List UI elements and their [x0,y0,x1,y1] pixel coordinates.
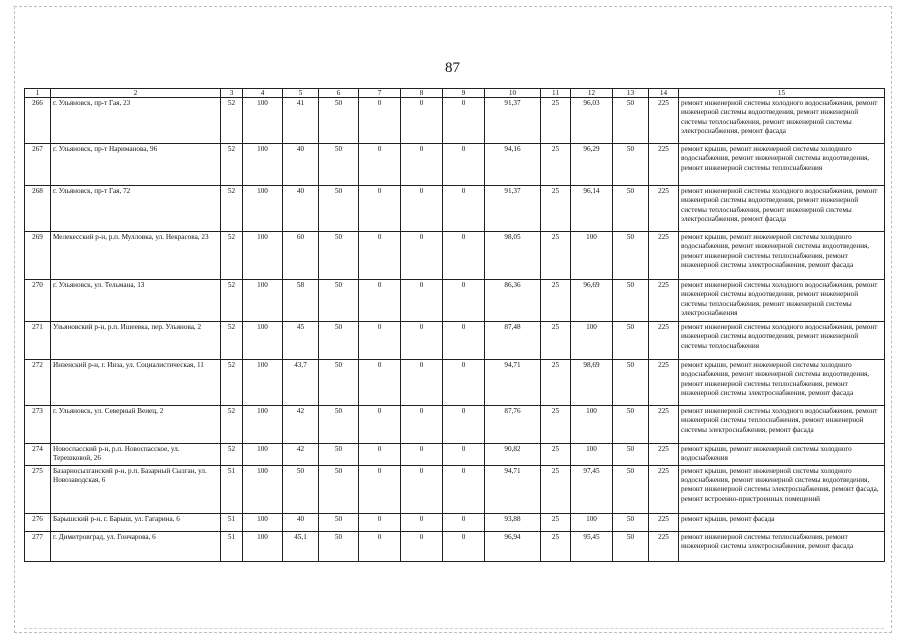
table-row [25,444,885,466]
cell: 50 [319,144,359,186]
cell: 95,45 [571,531,613,561]
work-types: ремонт инженерной системы холодного водоснабжения, ремонт инженерной системы водоотведения, ремонт инженерной системы теплоснабжения [679,322,885,360]
address: г. Ульяновск, пр-т Гая, 72 [51,186,221,232]
row-number: 276 [25,513,51,531]
cell: 0 [401,280,443,322]
column-number: 7 [359,89,401,98]
cell: 100 [243,444,283,466]
cell: 100 [571,513,613,531]
cell: 52 [221,186,243,232]
work-types: ремонт крыши, ремонт инженерной системы холодного водоснабжения, ремонт инженерной системы водоотведения, ремонт инженерной системы теплоснабжения [679,144,885,186]
cell: 50 [319,98,359,144]
column-number-row [25,89,885,98]
row-number: 277 [25,531,51,561]
table-row [25,98,885,144]
cell: 0 [443,280,485,322]
cell: 25 [541,186,571,232]
cell: 50 [319,232,359,280]
cell: 25 [541,98,571,144]
cell: 96,14 [571,186,613,232]
cell: 0 [401,513,443,531]
cell: 0 [359,322,401,360]
cell: 100 [243,360,283,406]
column-number: 3 [221,89,243,98]
column-number: 8 [401,89,443,98]
cell: 40 [283,186,319,232]
column-number: 10 [485,89,541,98]
cell: 100 [243,322,283,360]
work-types: ремонт инженерной системы холодного водоснабжения, ремонт инженерной системы теплоснабжения, ремонт инженерной системы электроснабжения, ремонт фасада [679,406,885,444]
cell: 0 [401,98,443,144]
cell: 93,88 [485,513,541,531]
work-types: ремонт крыши, ремонт фасада [679,513,885,531]
address: г. Ульяновск, ул. Северный Венец, 2 [51,406,221,444]
cell: 25 [541,144,571,186]
cell: 50 [283,465,319,513]
cell: 0 [401,322,443,360]
column-number: 2 [51,89,221,98]
cell: 50 [319,322,359,360]
cell: 100 [243,98,283,144]
row-number: 274 [25,444,51,466]
table-row [25,186,885,232]
cell: 25 [541,444,571,466]
cell: 91,37 [485,186,541,232]
cell: 0 [359,98,401,144]
table-row [25,531,885,561]
cell: 51 [221,465,243,513]
address: г. Ульяновск, ул. Тельмана, 13 [51,280,221,322]
table-row [25,360,885,406]
cell: 25 [541,280,571,322]
cell: 94,71 [485,465,541,513]
cell: 50 [613,322,649,360]
cell: 25 [541,465,571,513]
cell: 40 [283,144,319,186]
cell: 0 [401,531,443,561]
cell: 25 [541,232,571,280]
cell: 87,76 [485,406,541,444]
cell: 50 [613,144,649,186]
cell: 225 [649,186,679,232]
cell: 0 [443,360,485,406]
cell: 100 [571,406,613,444]
work-types: ремонт инженерной системы холодного водоснабжения, ремонт инженерной системы водоотведения, ремонт инженерной системы теплоснабжения, ремонт инженерной системы электроснабжения [679,280,885,322]
cell: 52 [221,406,243,444]
table-row [25,513,885,531]
row-number: 272 [25,360,51,406]
cell: 100 [243,280,283,322]
cell: 0 [443,531,485,561]
cell: 0 [443,232,485,280]
cell: 50 [319,465,359,513]
cell: 94,16 [485,144,541,186]
cell: 0 [359,444,401,466]
cell: 45,1 [283,531,319,561]
cell: 0 [359,531,401,561]
column-number: 5 [283,89,319,98]
column-number: 9 [443,89,485,98]
table-row [25,144,885,186]
cell: 50 [319,513,359,531]
cell: 100 [243,513,283,531]
cell: 0 [401,444,443,466]
cell: 225 [649,322,679,360]
address: Базарносызганский р-н, р.п. Базарный Сызган, ул. Новозаводская, 6 [51,465,221,513]
table-row [25,232,885,280]
work-types: ремонт инженерной системы холодного водоснабжения, ремонт инженерной системы водоотведения, ремонт инженерной системы теплоснабжения, ремонт инженерной системы электроснабжения, ремонт фасада [679,186,885,232]
cell: 100 [243,406,283,444]
address: Барышский р-н, г. Барыш, ул. Гагарина, 6 [51,513,221,531]
address: Ульяновский р-н, р.п. Ишеевка, пер. Ульянова, 2 [51,322,221,360]
cell: 50 [613,531,649,561]
cell: 100 [571,322,613,360]
cell: 50 [613,465,649,513]
cell: 0 [359,280,401,322]
cell: 0 [401,360,443,406]
cell: 0 [359,144,401,186]
row-number: 268 [25,186,51,232]
cell: 25 [541,406,571,444]
cell: 52 [221,322,243,360]
cell: 58 [283,280,319,322]
cell: 100 [571,444,613,466]
cell: 225 [649,531,679,561]
cell: 94,71 [485,360,541,406]
column-number: 4 [243,89,283,98]
cell: 25 [541,360,571,406]
cell: 50 [319,406,359,444]
work-types: ремонт крыши, ремонт инженерной системы холодного водоснабжения, ремонт инженерной системы водоотведения, ремонт инженерной системы теплоснабжения, ремонт инженерной системы электроснабжения, ремонт фасада [679,360,885,406]
cell: 50 [319,186,359,232]
row-number: 270 [25,280,51,322]
cell: 0 [401,406,443,444]
cell: 225 [649,280,679,322]
cell: 25 [541,513,571,531]
cell: 225 [649,360,679,406]
cell: 96,69 [571,280,613,322]
cell: 98,05 [485,232,541,280]
cell: 50 [613,186,649,232]
cell: 98,69 [571,360,613,406]
cell: 52 [221,232,243,280]
cell: 0 [401,186,443,232]
work-types: ремонт крыши, ремонт инженерной системы холодного водоснабжения [679,444,885,466]
page-number: 87 [445,60,460,76]
cell: 51 [221,513,243,531]
cell: 0 [443,406,485,444]
table-row [25,322,885,360]
cell: 100 [243,465,283,513]
cell: 52 [221,144,243,186]
cell: 225 [649,98,679,144]
cell: 0 [443,513,485,531]
cell: 225 [649,406,679,444]
cell: 50 [613,98,649,144]
cell: 0 [401,232,443,280]
cell: 25 [541,322,571,360]
cell: 52 [221,98,243,144]
column-number: 6 [319,89,359,98]
cell: 42 [283,406,319,444]
address: г. Ульяновск, пр-т Нариманова, 96 [51,144,221,186]
column-number: 1 [25,89,51,98]
cell: 100 [243,186,283,232]
cell: 60 [283,232,319,280]
row-number: 267 [25,144,51,186]
cell: 225 [649,444,679,466]
cell: 225 [649,232,679,280]
cell: 0 [359,232,401,280]
row-number: 273 [25,406,51,444]
cell: 0 [443,144,485,186]
cell: 96,03 [571,98,613,144]
column-number: 12 [571,89,613,98]
cell: 50 [613,280,649,322]
cell: 96,94 [485,531,541,561]
cell: 225 [649,144,679,186]
cell: 50 [319,531,359,561]
cell: 51 [221,531,243,561]
cell: 45 [283,322,319,360]
cell: 25 [541,531,571,561]
table-row [25,280,885,322]
work-types: ремонт крыши, ремонт инженерной системы холодного водоснабжения, ремонт инженерной системы водоотведения, ремонт инженерной системы теплоснабжения, ремонт инженерной системы электроснабжения, ремонт фасада [679,232,885,280]
cell: 97,45 [571,465,613,513]
cell: 100 [243,531,283,561]
cell: 0 [443,98,485,144]
cell: 0 [443,186,485,232]
address: Новоспасский р-н, р.п. Новоспасское, ул. Терешковой, 26 [51,444,221,466]
cell: 50 [613,232,649,280]
cell: 40 [283,513,319,531]
address: Инзенский р-н, г. Инза, ул. Социалистическая, 11 [51,360,221,406]
cell: 87,48 [485,322,541,360]
cell: 0 [359,465,401,513]
address: Мелекесский р-н, р.п. Мулловка, ул. Некрасова, 23 [51,232,221,280]
cell: 0 [401,465,443,513]
column-number: 14 [649,89,679,98]
cell: 96,29 [571,144,613,186]
table-body [25,89,885,562]
row-number: 269 [25,232,51,280]
work-types: ремонт инженерной системы теплоснабжения, ремонт инженерной системы электроснабжения, ремонт фасада [679,531,885,561]
address: г. Ульяновск, пр-т Гая, 23 [51,98,221,144]
address: г. Димитровград, ул. Гончарова, 6 [51,531,221,561]
cell: 52 [221,444,243,466]
cell: 50 [319,360,359,406]
cell: 0 [401,144,443,186]
cell: 225 [649,465,679,513]
cell: 50 [613,406,649,444]
cell: 86,36 [485,280,541,322]
cell: 225 [649,513,679,531]
cell: 100 [243,144,283,186]
cell: 0 [359,360,401,406]
cell: 52 [221,280,243,322]
row-number: 271 [25,322,51,360]
work-types: ремонт инженерной системы холодного водоснабжения, ремонт инженерной системы водоотведения, ремонт инженерной системы теплоснабжения, ремонт инженерной системы электроснабжения, ремонт фасада [679,98,885,144]
cell: 52 [221,360,243,406]
column-number: 15 [679,89,885,98]
row-number: 275 [25,465,51,513]
cell: 0 [443,465,485,513]
cell: 0 [443,444,485,466]
column-number: 13 [613,89,649,98]
cell: 0 [359,513,401,531]
cell: 41 [283,98,319,144]
cell: 0 [443,322,485,360]
cell: 50 [613,444,649,466]
cell: 100 [243,232,283,280]
column-number: 11 [541,89,571,98]
page-bottom-edge [24,628,884,629]
cell: 90,82 [485,444,541,466]
cell: 42 [283,444,319,466]
row-number: 266 [25,98,51,144]
cell: 43,7 [283,360,319,406]
table-row [25,406,885,444]
cell: 50 [613,513,649,531]
cell: 100 [571,232,613,280]
cell: 50 [319,444,359,466]
cell: 50 [613,360,649,406]
cell: 0 [359,406,401,444]
cell: 50 [319,280,359,322]
cell: 91,37 [485,98,541,144]
work-types: ремонт крыши, ремонт инженерной системы холодного водоснабжения, ремонт инженерной системы водоотведения, ремонт инженерной системы электроснабжения, ремонт фасада, ремонт встроенно-пристроенных помещений [679,465,885,513]
register-table [24,88,885,562]
table-row [25,465,885,513]
cell: 0 [359,186,401,232]
